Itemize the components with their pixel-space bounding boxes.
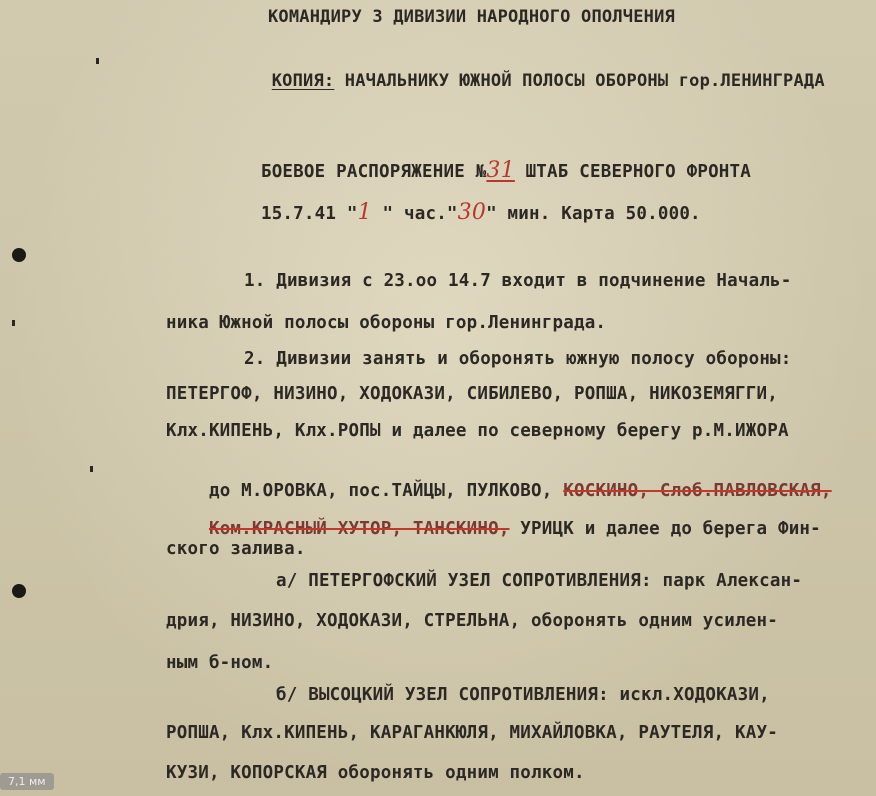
paragraph-2-line: Клх.КИПЕНЬ, Клх.РОПЫ и далее по северному берегу р.М.ИЖОРА bbox=[166, 421, 789, 441]
order-minute: 30 bbox=[457, 200, 487, 225]
copy-line bbox=[230, 48, 825, 114]
scale-badge: 7,1 мм bbox=[0, 773, 54, 790]
order-number: 31 bbox=[486, 158, 515, 183]
order-hq: ШТАБ СЕВЕРНОГО ФРОНТА bbox=[514, 162, 752, 182]
minute-label: " мин. Карта 50.000. bbox=[486, 204, 701, 224]
paragraph-1-line: ника Южной полосы обороны гор.Ленинграда. bbox=[166, 313, 607, 333]
paragraph-2-line: ского залива. bbox=[166, 539, 306, 559]
subparagraph-a-line: ным б-ном. bbox=[166, 653, 274, 673]
paragraph-2-text: до М.ОРОВКА, пос.ТАЙЦЫ, ПУЛКОВО, bbox=[208, 481, 564, 501]
subparagraph-b-line: б/ ВЫСОЦКИЙ УЗЕЛ СОПРОТИВЛЕНИЯ: искл.ХОДОКАЗИ, bbox=[276, 685, 770, 705]
subparagraph-b-line: КУЗИ, КОПОРСКАЯ оборонять одним полком. bbox=[166, 763, 585, 783]
ink-mark bbox=[90, 466, 93, 472]
subparagraph-a-line: а/ ПЕТЕРГОФСКИЙ УЗЕЛ СОПРОТИВЛЕНИЯ: парк Алексан- bbox=[276, 571, 803, 591]
struck-text: КОСКИНО, Слоб.ПАВЛОВСКАЯ, bbox=[563, 481, 832, 501]
order-title-text: БОЕВОЕ РАСПОРЯЖЕНИЕ № bbox=[260, 162, 487, 182]
ink-mark bbox=[96, 58, 99, 64]
hour-label: " час." bbox=[371, 204, 458, 224]
paragraph-2-line: ПЕТЕРГОФ, НИЗИНО, ХОДОКАЗИ, СИБИЛЕВО, РОПША, НИКОЗЕМЯГГИ, bbox=[166, 384, 778, 404]
punch-hole bbox=[12, 584, 26, 598]
copy-label: КОПИЯ: bbox=[271, 71, 335, 91]
struck-text: Ком.КРАСНЫЙ ХУТОР, ТАНСКИНО, bbox=[208, 519, 510, 539]
ink-mark bbox=[12, 320, 15, 326]
paragraph-2-text: УРИЦК и далее до берега Фин- bbox=[509, 519, 821, 539]
copy-addressee: НАЧАЛЬНИКУ ЮЖНОЙ ПОЛОСЫ ОБОРОНЫ гор.ЛЕНИНГРАДА bbox=[334, 71, 825, 91]
punch-hole bbox=[12, 248, 26, 262]
order-date: 15.7.41 " bbox=[260, 204, 358, 224]
subparagraph-b-line: РОПША, Клх.КИПЕНЬ, КАРАГАНКЮЛЯ, МИХАЙЛОВКА, РАУТЕЛЯ, КАУ- bbox=[166, 723, 778, 743]
subparagraph-a-line: дрия, НИЗИНО, ХОДОКАЗИ, СТРЕЛЬНА, оборонять одним усилен- bbox=[166, 611, 778, 631]
paragraph-2-line: 2. Дивизии занять и оборонять южную полосу обороны: bbox=[244, 349, 792, 369]
order-datetime bbox=[218, 180, 701, 247]
paragraph-1-line: 1. Дивизия с 23.оо 14.7 входит в подчинение Началь- bbox=[244, 271, 792, 291]
order-hour: 1 bbox=[357, 200, 372, 225]
addressee: КОМАНДИРУ 3 ДИВИЗИИ НАРОДНОГО ОПОЛЧЕНИЯ bbox=[268, 7, 675, 27]
